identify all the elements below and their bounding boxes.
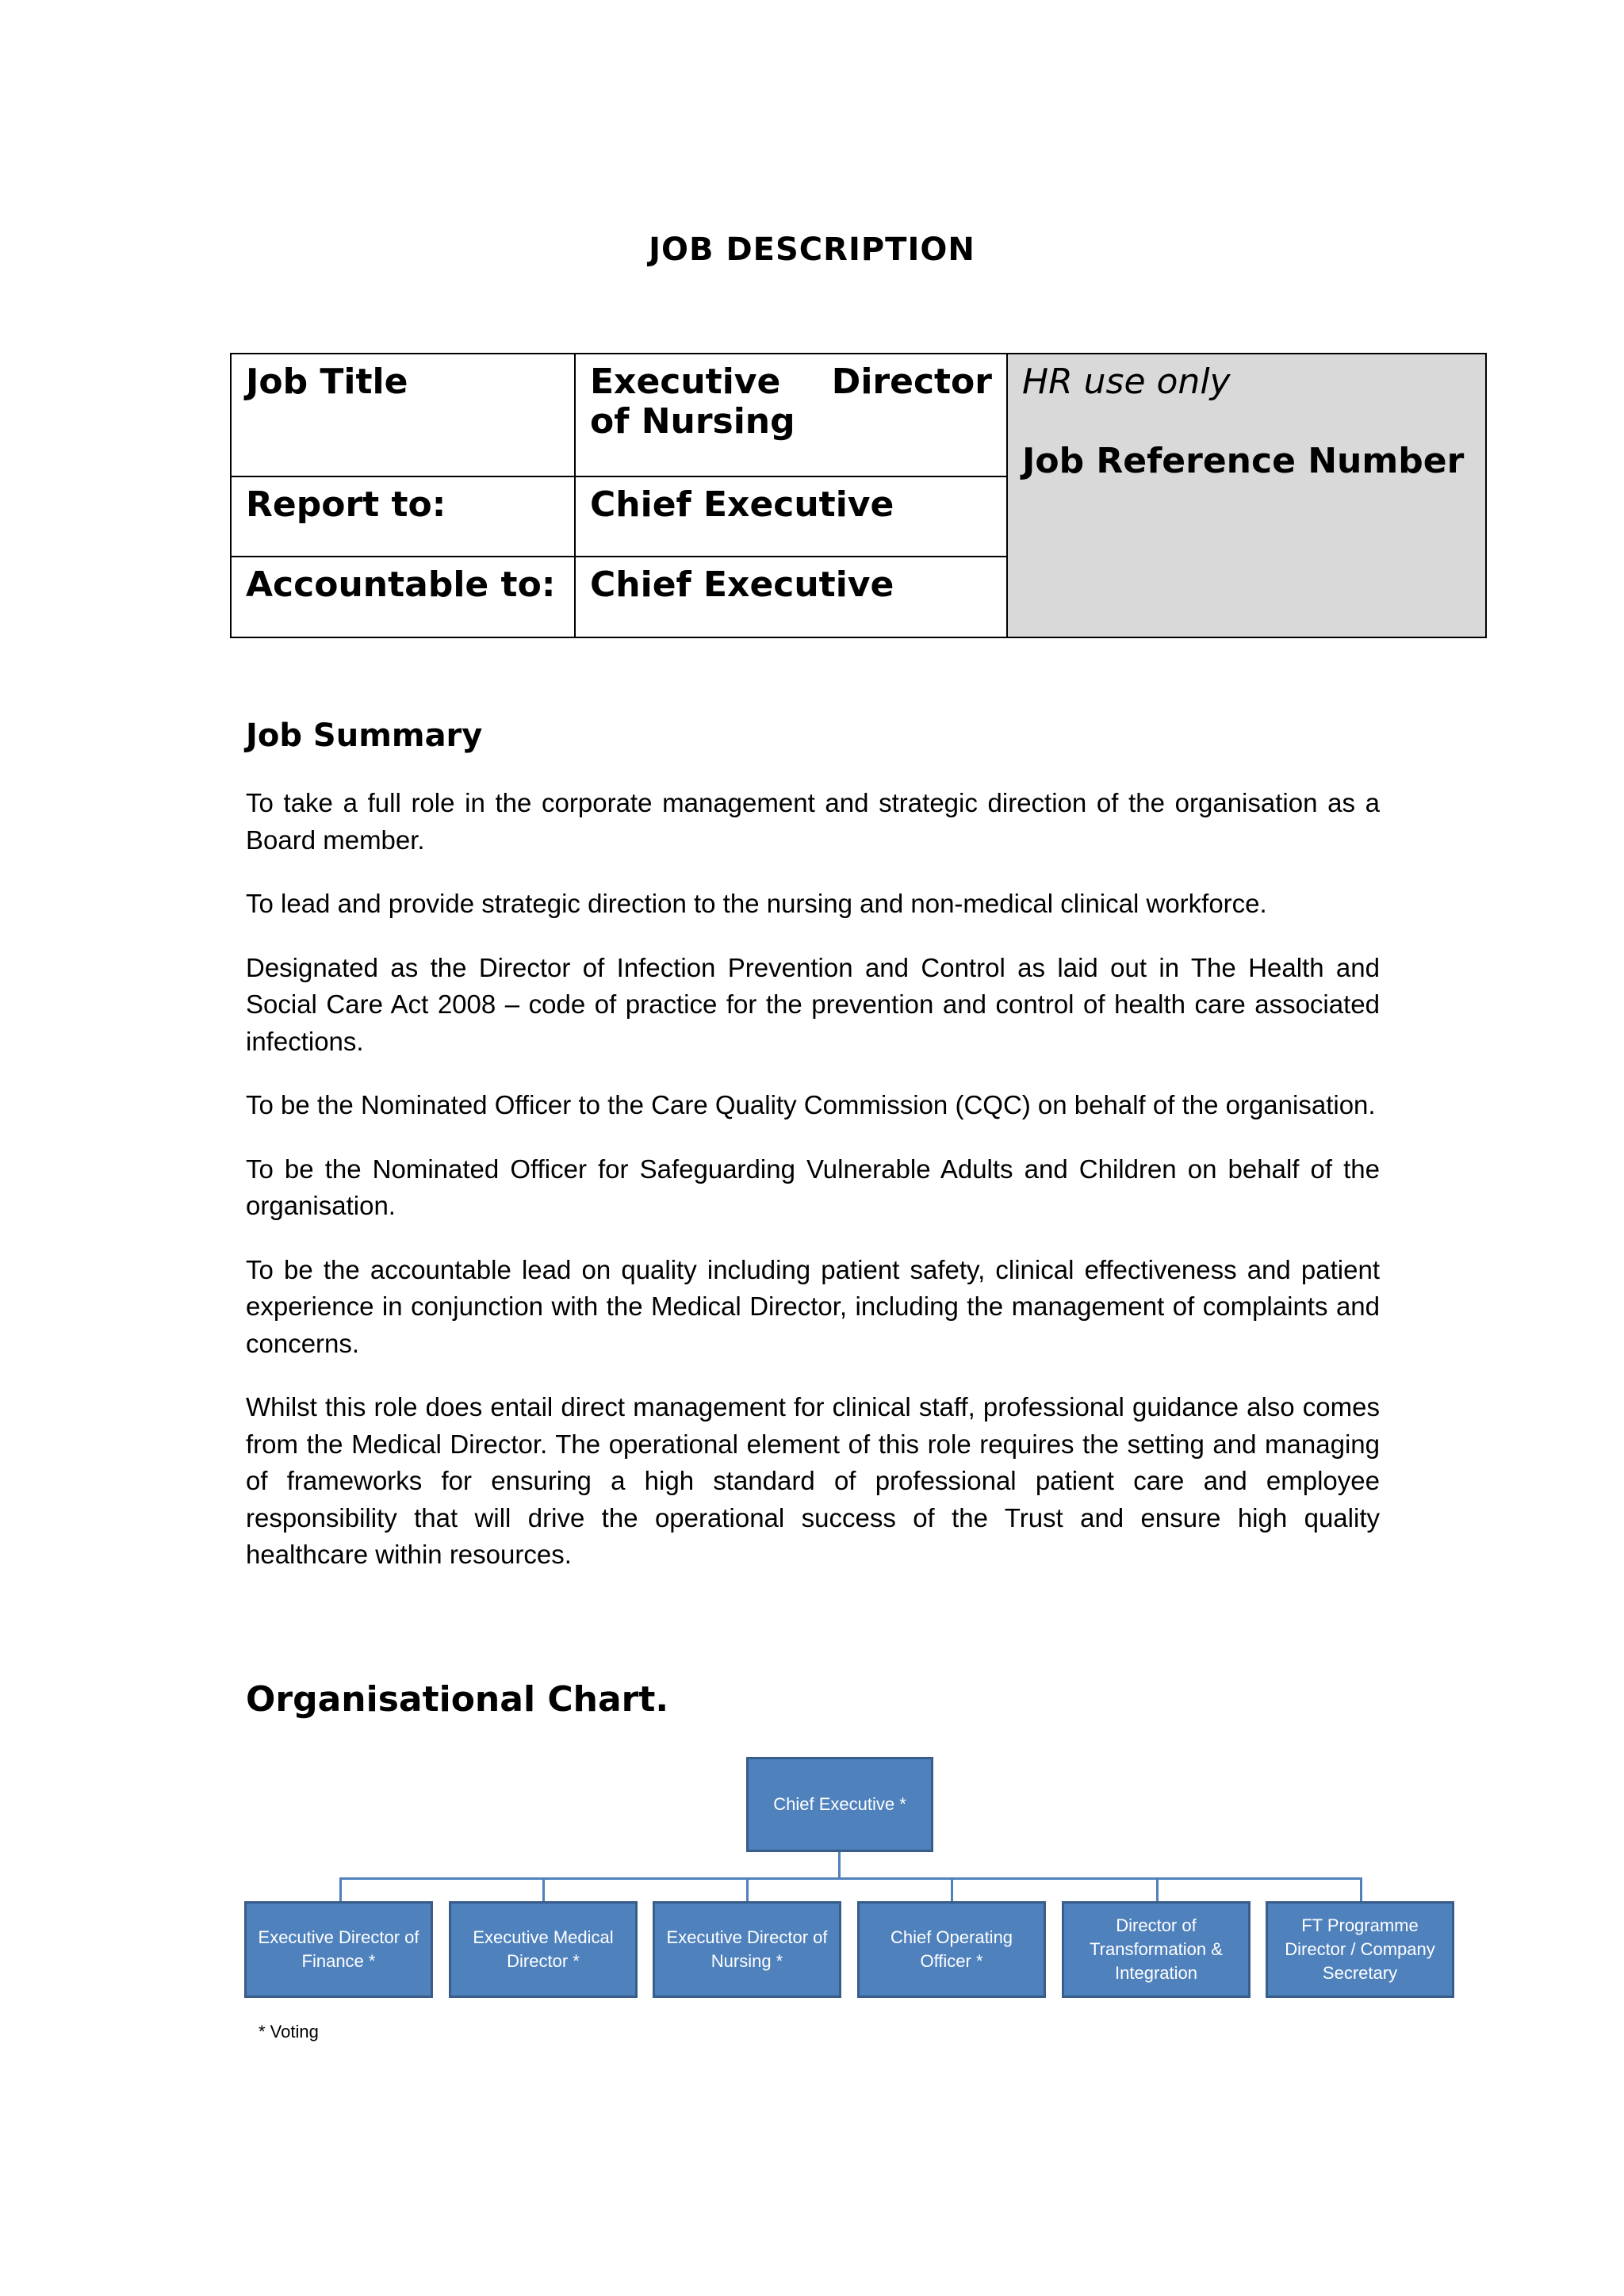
job-summary-body — [246, 785, 1380, 1601]
job-reference-label: Job Reference Number — [1022, 441, 1465, 481]
summary-paragraph: Designated as the Director of Infection Prevention and Control as laid out in The Health and Social Care Act 2008 – code of practice for the prevention and control of health care associated infections. — [246, 952, 1380, 1056]
child-connector — [542, 1877, 545, 1903]
org-box-chief-operating-officer: Chief Operating Officer * — [857, 1901, 1046, 1998]
root-connector — [838, 1852, 841, 1879]
summary-paragraph: To be the Nominated Officer for Safeguarding Vulnerable Adults and Children on behalf of the organisation. — [246, 1154, 1380, 1220]
voting-note: * Voting — [259, 2022, 319, 2042]
org-box-director-finance: Executive Director of Finance * — [244, 1901, 433, 1998]
child-connector — [951, 1877, 953, 1903]
job-title-value: Executive Director of Nursing — [575, 354, 1007, 476]
hr-use-cell — [1007, 354, 1486, 637]
hr-use-only-note: HR use only — [1022, 362, 1231, 402]
child-connector — [746, 1877, 749, 1903]
child-connector — [1360, 1877, 1362, 1903]
accountable-to-value: Chief Executive — [575, 557, 1007, 637]
summary-paragraph: To be the accountable lead on quality including patient safety, clinical effectiveness and patient experience in conjunction with the Medical Director, including the management of complaints and concerns. — [246, 1254, 1380, 1358]
report-to-label: Report to: — [231, 476, 575, 557]
org-box-medical-director: Executive Medical Director * — [449, 1901, 638, 1998]
summary-paragraph: To be the Nominated Officer to the Care Quality Commission (CQC) on behalf of the organisation. — [246, 1090, 1376, 1119]
summary-paragraph: To lead and provide strategic direction to the nursing and non-medical clinical workforce. — [246, 889, 1267, 918]
job-details-table — [230, 353, 1487, 638]
job-title-label: Job Title — [231, 354, 575, 476]
org-chart-heading: Organisational Chart. — [246, 1679, 669, 1720]
org-box-director-transformation: Director of Transformation & Integration — [1062, 1901, 1251, 1998]
org-box-chief-executive: Chief Executive * — [746, 1757, 933, 1852]
accountable-to-label: Accountable to: — [231, 557, 575, 637]
org-box-programme-director: FT Programme Director / Company Secretary — [1266, 1901, 1454, 1998]
org-box-director-nursing: Executive Director of Nursing * — [653, 1901, 841, 1998]
summary-paragraph: To take a full role in the corporate management and strategic direction of the organisation as a Board member. — [246, 788, 1380, 855]
job-summary-heading: Job Summary — [246, 718, 483, 754]
report-to-value: Chief Executive — [575, 476, 1007, 557]
document-title: JOB DESCRIPTION — [649, 232, 975, 268]
child-connector — [1156, 1877, 1159, 1903]
summary-paragraph: Whilst this role does entail direct management for clinical staff, professional guidance also comes from the Medical Director. The operational element of this role requires the setting and managing of frameworks for ensuring a high standard of professional patient care and employee responsibility that will drive the operational success of the Trust and ensure high quality healthcare within resources. — [246, 1392, 1380, 1569]
child-connector — [339, 1877, 342, 1903]
horizontal-connector — [339, 1877, 1362, 1880]
